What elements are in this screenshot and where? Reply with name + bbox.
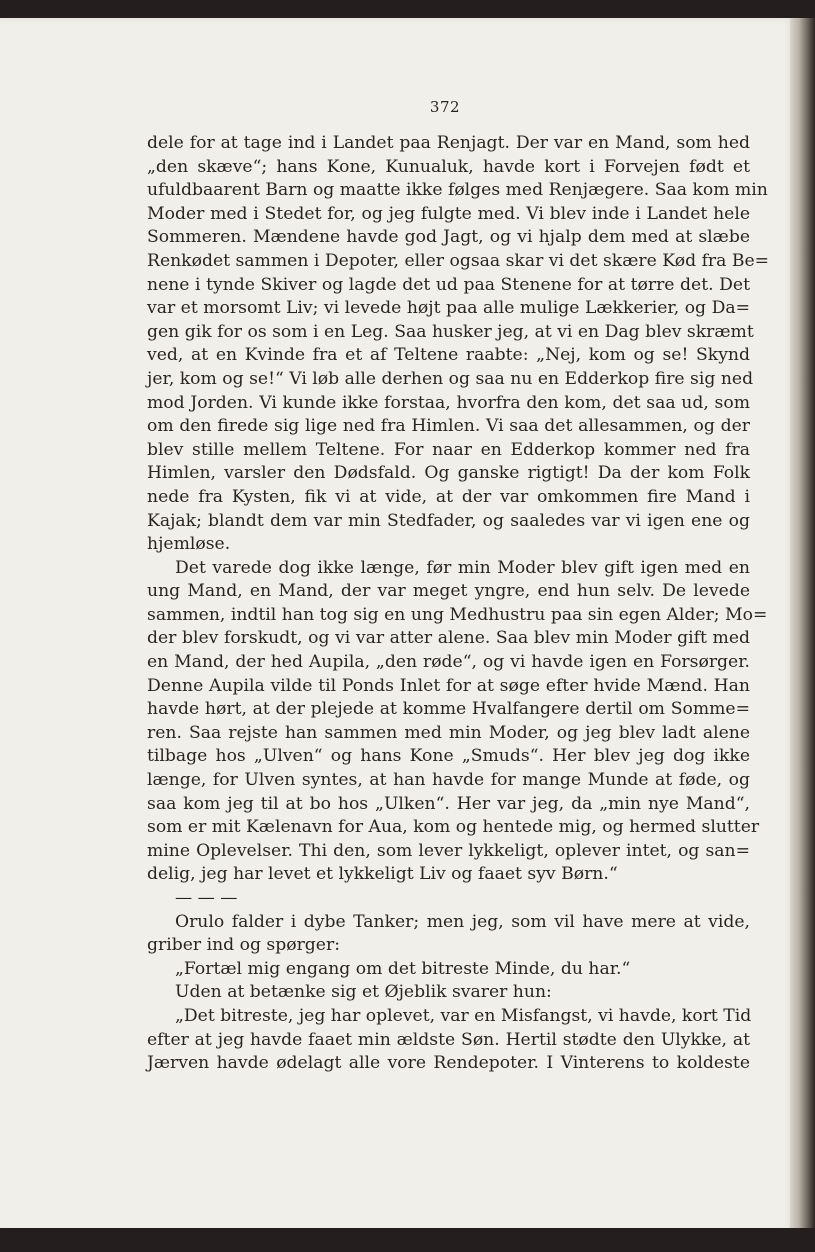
text-line: ufuldbaarent Barn og maatte ikke følges med Renjægere. Saa kom min: [147, 180, 768, 201]
text-line: Moder med i Stedet for, og jeg fulgte med. Vi blev inde i Landet hele: [147, 203, 750, 224]
section-separator: — — —: [175, 888, 238, 908]
text-line: Det varede dog ikke længe, før min Moder blev gift igen med en: [175, 557, 750, 578]
text-line: „den skæve“; hans Kone, Kunualuk, havde kort i Forvejen født et: [147, 156, 750, 177]
text-line: som er mit Kælenavn for Aua, kom og hentede mig, og hermed slutter: [147, 817, 760, 838]
text-line: Sommeren. Mændene havde god Jagt, og vi hjalp dem med at slæbe: [147, 227, 750, 248]
scan-bottom-edge: [0, 1228, 815, 1252]
text-line: dele for at tage ind i Landet paa Renjagt. Der var en Mand, som hed: [147, 133, 750, 153]
text-line: Himlen, varsler den Dødsfald. Og ganske rigtigt! Da der kom Folk: [147, 463, 750, 484]
text-line: en Mand, der hed Aupila, „den røde“, og vi havde igen en Forsørger.: [147, 652, 750, 673]
text-line: ved, at en Kvinde fra et af Teltene raabte: „Nej, kom og se! Skynd: [147, 345, 750, 366]
page-number: 372: [429, 98, 461, 116]
text-part-1: [147, 132, 770, 887]
text-line: om den firede sig lige ned fra Himlen. Vi saa det allesammen, og der: [147, 416, 750, 437]
text-line: efter at jeg havde faaet min ældste Søn. Hertil stødte den Ulykke, at: [147, 1029, 750, 1050]
text-line: ung Mand, en Mand, der var meget yngre, end hun selv. De levede: [147, 581, 750, 602]
text-line: saa kom jeg til at bo hos „Ulken“. Her var jeg, da „min nye Mand“,: [147, 793, 750, 814]
text-line: Jærven havde ødelagt alle vore Rendepoter. I Vinterens to koldeste: [147, 1053, 750, 1074]
text-line: Renkødet sammen i Depoter, eller ogsaa skar vi det skære Kød fra Be=: [147, 250, 770, 271]
text-line: nede fra Kysten, fik vi at vide, at der var omkommen fire Mand i: [147, 486, 750, 507]
text-line: gen gik for os som i en Leg. Saa husker jeg, at vi en Dag blev skræmt: [147, 321, 754, 342]
text-line: Denne Aupila vilde til Ponds Inlet for at søge efter hvide Mænd. Han: [147, 675, 750, 696]
text-line: jer, kom og se!“ Vi løb alle derhen og saa nu en Edderkop fire sig ned: [147, 368, 754, 389]
text-line: „Fortæl mig engang om det bitreste Minde, du har.“: [175, 958, 631, 979]
text-line: var et morsomt Liv; vi levede højt paa alle mulige Lækkerier, og Da=: [147, 298, 750, 319]
text-line: nene i tynde Skiver og lagde det ud paa Stenene for at tørre det. Det: [147, 274, 750, 295]
text-line: længe, for Ulven syntes, at han havde for mange Munde at føde, og: [147, 770, 750, 791]
body-text: [147, 132, 770, 1076]
text-line: mod Jorden. Vi kunde ikke forstaa, hvorfra den kom, det saa ud, som: [147, 392, 750, 413]
text-line: mine Oplevelser. Thi den, som lever lykkeligt, oplever intet, og san=: [147, 840, 750, 861]
text-line: delig, jeg har levet et lykkeligt Liv og faaet syv Børn.“: [147, 864, 618, 885]
text-line: tilbage hos „Ulven“ og hans Kone „Smuds“. Her blev jeg dog ikke: [147, 746, 750, 767]
text-line: hjemløse.: [147, 534, 231, 555]
text-line: sammen, indtil han tog sig en ung Medhustru paa sin egen Alder; Mo=: [147, 604, 768, 625]
text-line: havde hørt, at der plejede at komme Hvalfangere dertil om Somme=: [147, 699, 750, 720]
text-line: Uden at betænke sig et Øjeblik svarer hun:: [175, 982, 552, 1003]
text-line: „Det bitreste, jeg har oplevet, var en Misfangst, vi havde, kort Tid: [175, 1005, 752, 1026]
text-line: blev stille mellem Teltene. For naar en Edderkop kommer ned fra: [147, 439, 750, 460]
text-line: ren. Saa rejste han sammen med min Moder, og jeg blev ladt alene: [147, 722, 750, 743]
text-line: der blev forskudt, og vi var atter alene. Saa blev min Moder gift med: [147, 628, 750, 649]
text-line: Kajak; blandt dem var min Stedfader, og saaledes var vi igen ene og: [147, 510, 750, 531]
page-gutter-shadow: [790, 18, 815, 1232]
text-part-2: [147, 911, 750, 1076]
text-line: griber ind og spørger:: [147, 935, 340, 956]
text-line: Orulo falder i dybe Tanker; men jeg, som vil have mere at vide,: [175, 911, 750, 932]
